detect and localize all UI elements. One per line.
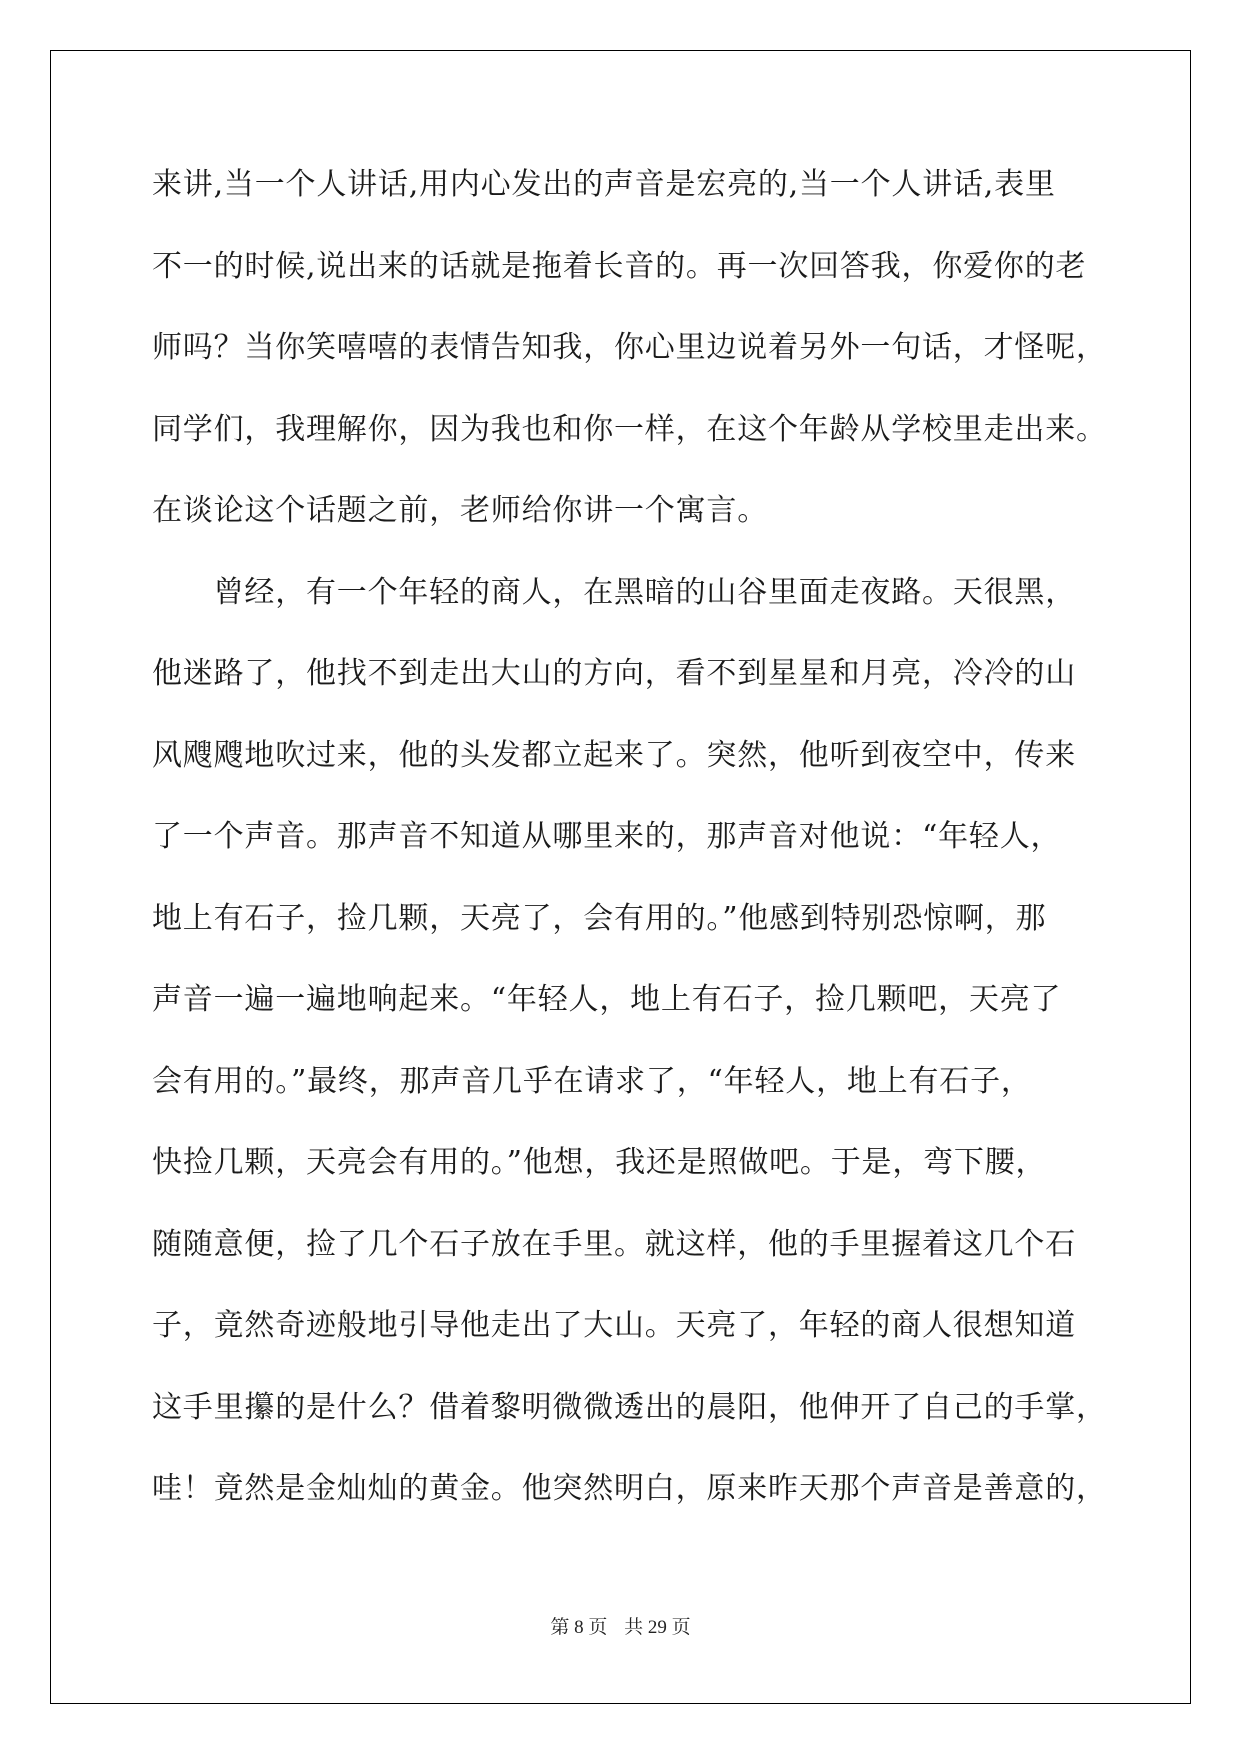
text-line: 在谈论这个话题之前，老师给你讲一个寓言。 <box>152 493 768 528</box>
text-line: 曾经，有一个年轻的商人，在黑暗的山谷里面走夜路。天很黑， <box>152 574 1076 610</box>
text-line: 快捡几颗，天亮会有用的。”他想，我还是照做吧。于是，弯下腰， <box>152 1145 1047 1180</box>
page-total: 共 29 页 <box>624 1617 691 1638</box>
text-line: 子，竟然奇迹般地引导他走出了大山。天亮了，年轻的商人很想知道 <box>152 1308 1076 1343</box>
text-line: 这手里攥的是什么？借着黎明微微透出的晨阳，他伸开了自己的手掌， <box>152 1389 1107 1425</box>
body-text <box>152 160 1112 1546</box>
text-line: 不一的时候,说出来的话就是拖着长音的。再一次回答我，你爱你的老 <box>152 248 1087 284</box>
text-line: 他迷路了，他找不到走出大山的方向，看不到星星和月亮，冷冷的山 <box>152 656 1076 691</box>
text-line: 来讲,当一个人讲话,用内心发出的声音是宏亮的,当一个人讲话,表里 <box>152 167 1056 202</box>
page-number: 第 8 页 <box>550 1617 608 1638</box>
text-line: 哇！竟然是金灿灿的黄金。他突然明白，原来昨天那个声音是善意的， <box>152 1471 1107 1506</box>
text-line: 同学们，我理解你，因为我也和你一样，在这个年龄从学校里走出来。 <box>152 411 1107 447</box>
text-line: 师吗？当你笑嘻嘻的表情告知我，你心里边说着另外一句话，才怪呢， <box>152 330 1107 365</box>
text-line: 地上有石子，捡几颗，天亮了，会有用的。”他感到特别恐惊啊，那 <box>152 900 1047 936</box>
text-line: 声音一遍一遍地响起来。“年轻人，地上有石子，捡几颗吧，天亮了 <box>152 982 1062 1017</box>
text-line: 随随意便，捡了几个石子放在手里。就这样，他的手里握着这几个石 <box>152 1226 1076 1262</box>
text-line: 会有用的。”最终，那声音几乎在请求了，“年轻人，地上有石子， <box>152 1063 1032 1099</box>
text-line: 风飕飕地吹过来，他的头发都立起来了。突然，他听到夜空中，传来 <box>152 737 1076 773</box>
page-footer <box>0 1612 1241 1639</box>
text-line: 了一个声音。那声音不知道从哪里来的，那声音对他说：“年轻人， <box>152 819 1062 854</box>
